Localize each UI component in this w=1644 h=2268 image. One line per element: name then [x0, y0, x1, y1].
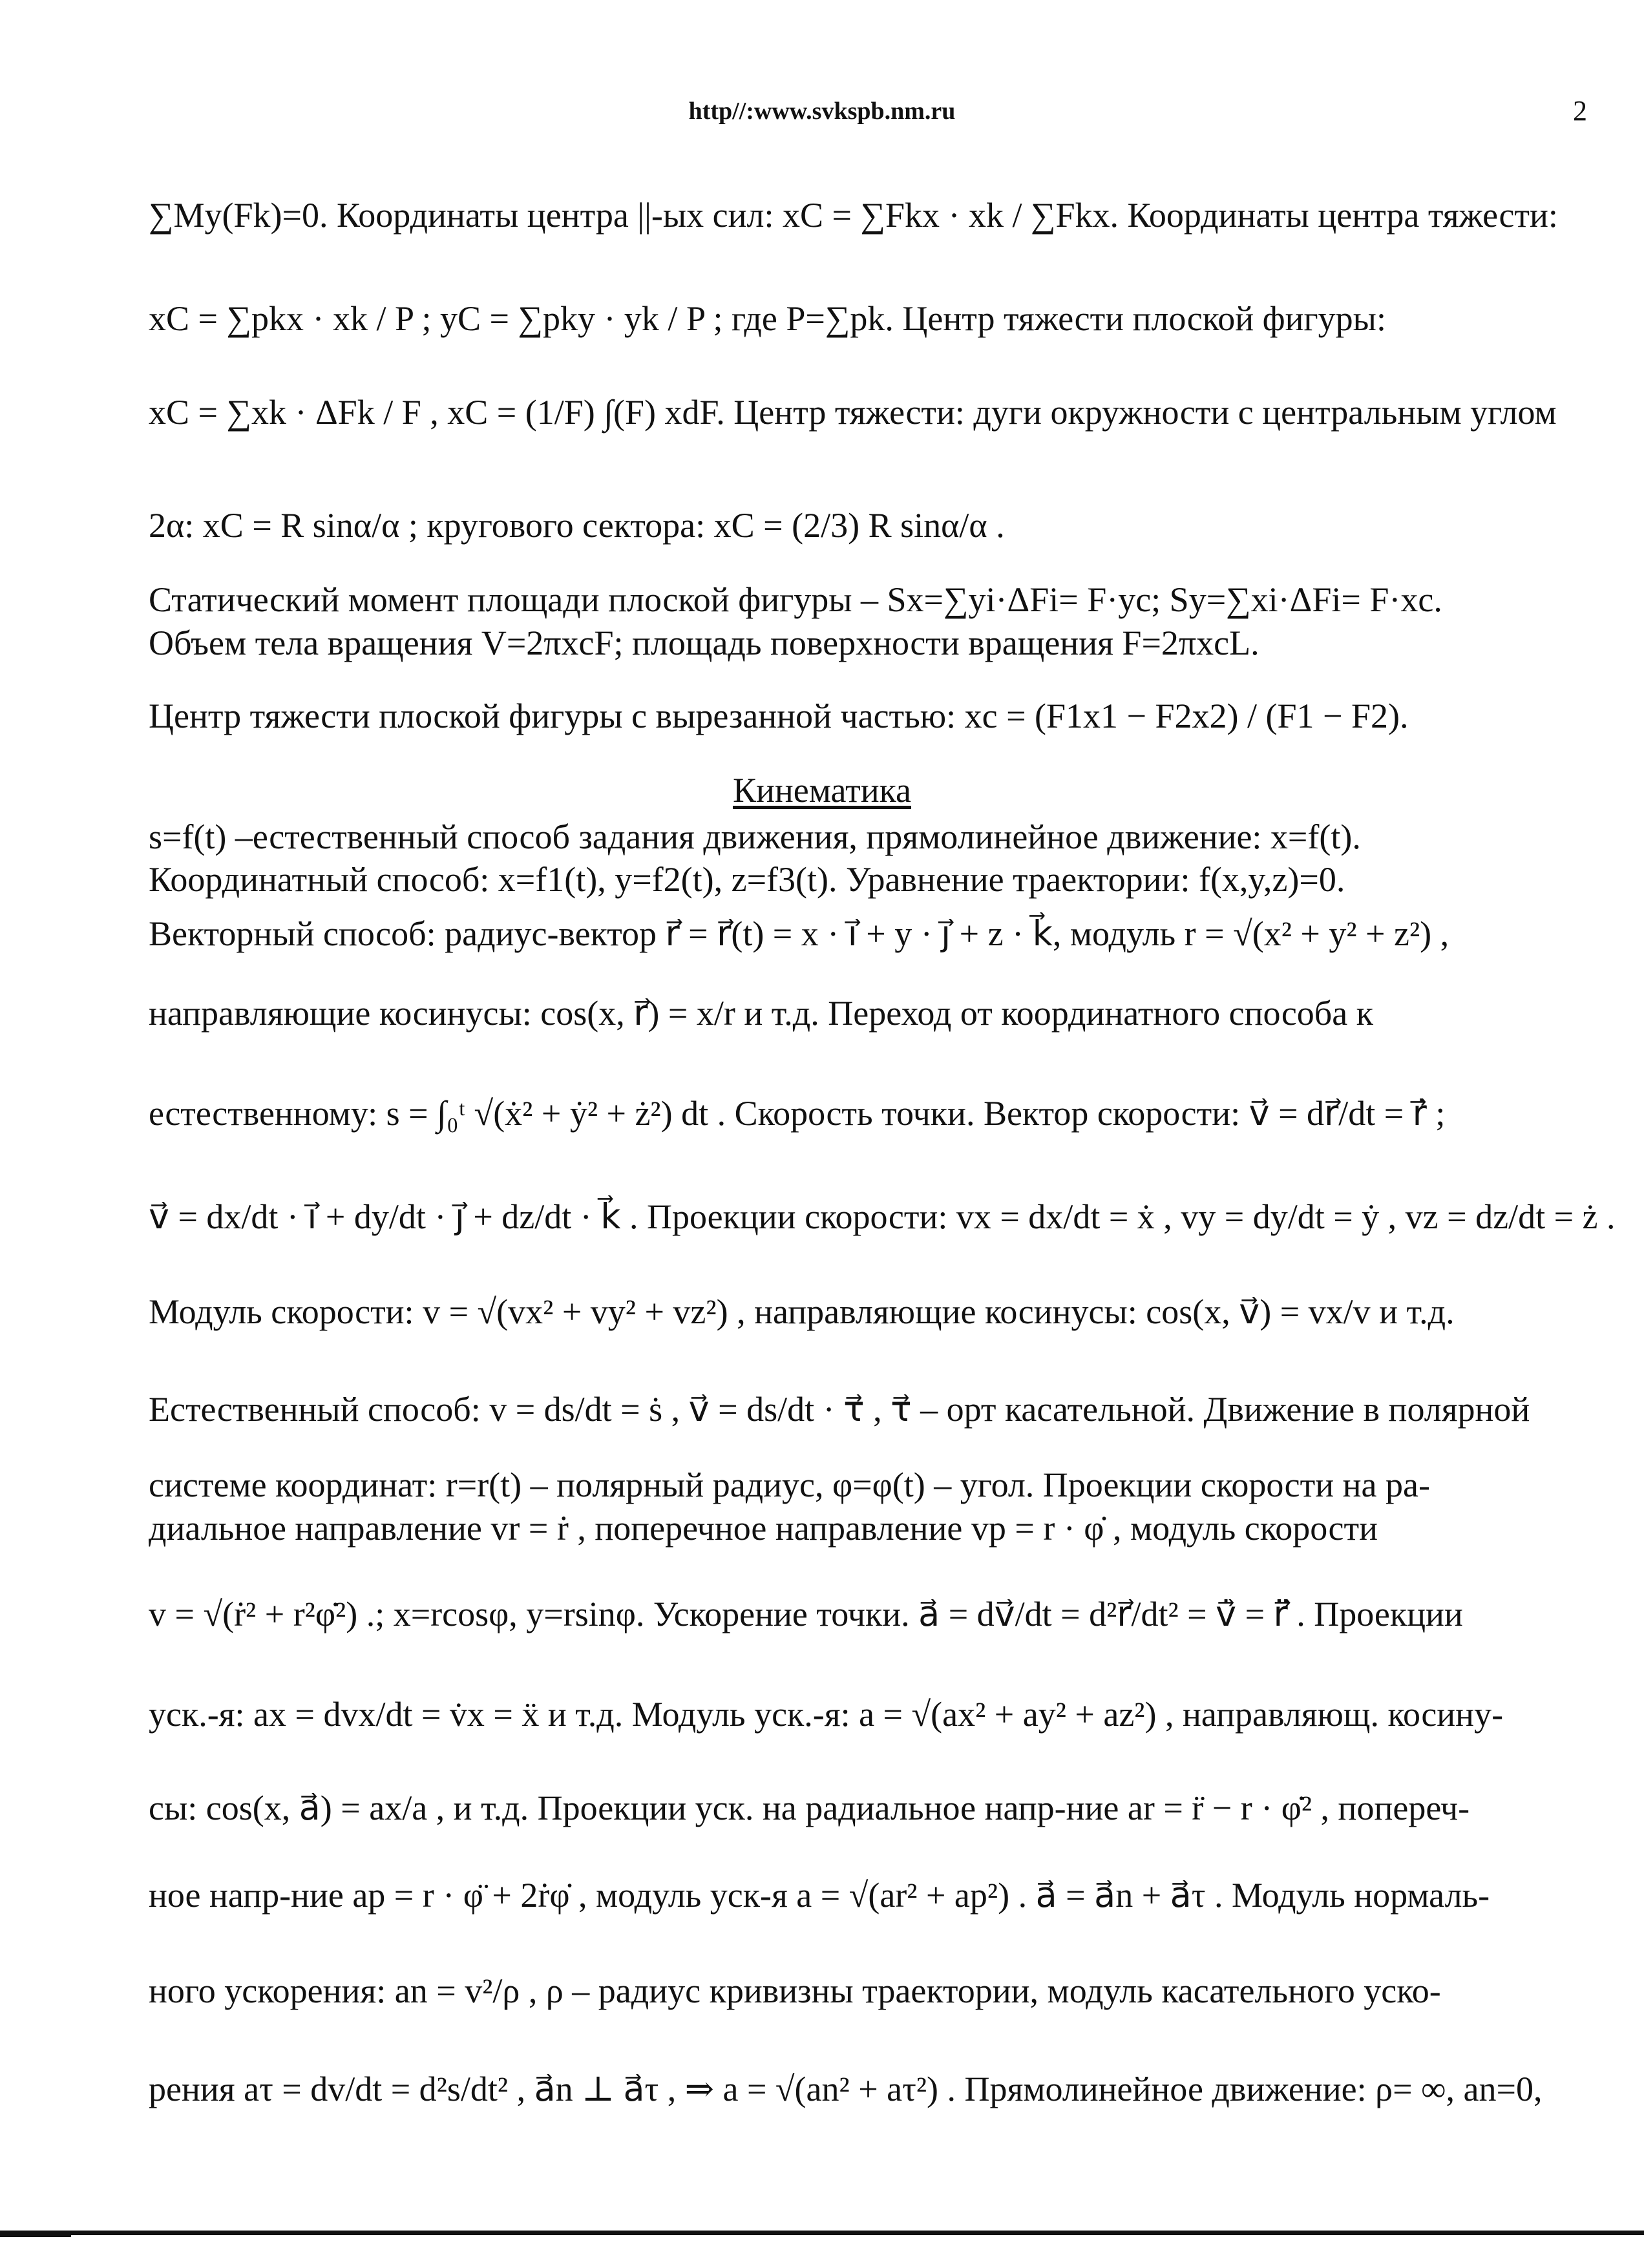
text-line: ного ускорения: an = v²/ρ , ρ – радиус кривизны траектории, модуль касательного уско- — [149, 1971, 1441, 2010]
text-line: Объем тела вращения V=2πxcF; площадь поверхности вращения F=2πxcL. — [149, 624, 1259, 662]
text-line: v = √(ṙ² + r²φ̇²) .; x=rcosφ, y=rsinφ. Ускорение точки. a⃗ = dv⃗/dt = d²r⃗/dt² = v̇⃗ = r̈⃗ . Проекции — [149, 1595, 1463, 1633]
text-line: s=f(t) –естественный способ задания движения, прямолинейное движение: x=f(t). — [149, 817, 1361, 856]
section-heading: Кинематика — [732, 771, 912, 810]
text-line: xC = ∑pkx · xk / P ; yC = ∑pky · yk / P ; где P=∑pk. Центр тяжести плоской фигуры: — [149, 299, 1386, 338]
text-line: направляющие косинусы: cos(x, r⃗) = x/r и т.д. Переход от координатного способа к — [149, 994, 1373, 1033]
text-line: Статический момент площади плоской фигуры – Sx=∑yi·ΔFi= F·yc; Sy=∑xi·ΔFi= F·xc. — [149, 580, 1442, 619]
text-line: Координатный способ: x=f1(t), y=f2(t), z=f3(t). Уравнение траектории: f(x,y,z)=0. — [149, 860, 1345, 899]
page-bottom-mark — [0, 2231, 71, 2237]
text-line: ное напр-ние ap = r · φ̈ + 2ṙφ̇ , модуль уск-я a = √(ar² + ap²) . a⃗ = a⃗n + a⃗τ . Модуль нормаль- — [149, 1876, 1490, 1915]
text-line: системе координат: r=r(t) – полярный радиус, φ=φ(t) – угол. Проекции скорости на ра- — [149, 1465, 1430, 1504]
text-line: сы: cos(x, a⃗) = ax/a , и т.д. Проекции уск. на радиальное напр-ние ar = r̈ − r · φ̇² , попереч- — [149, 1789, 1470, 1827]
text-line: v⃗ = dx/dt · i⃗ + dy/dt · j⃗ + dz/dt · k⃗ . Проекции скорости: vx = dx/dt = ẋ , vy = dy/dt = ẏ , vz = dz/dt = ż . — [149, 1197, 1616, 1236]
text-line: ∑My(Fk)=0. Координаты центра ||-ых сил: xC = ∑Fkx · xk / ∑Fkx. Координаты центра тяжести: — [149, 196, 1558, 235]
text-line: Модуль скорости: v = √(vx² + vy² + vz²) , направляющие косинусы: cos(x, v⃗) = vx/v и т.д. — [149, 1292, 1455, 1331]
text-line: 2α: xC = R sinα/α ; кругового сектора: xC = (2/3) R sinα/α . — [149, 506, 1005, 545]
text-line: Центр тяжести плоской фигуры с вырезанной частью: xc = (F1x1 − F2x2) / (F1 − F2). — [149, 697, 1409, 735]
text-line: естественному: s = ∫₀ᵗ √(ẋ² + ẏ² + ż²) dt . Скорость точки. Вектор скорости: v⃗ = dr⃗/dt = ṙ⃗ ; — [149, 1094, 1446, 1133]
text-line: уск.-я: ax = dvx/dt = v̇x = ẍ и т.д. Модуль уск.-я: a = √(ax² + ay² + az²) , направляющ. косину- — [149, 1695, 1504, 1734]
header-url: http//:www.svkspb.nm.ru — [688, 98, 956, 125]
text-line: Естественный способ: v = ds/dt = ṡ , v⃗ = ds/dt · τ⃗ , τ⃗ – орт касательной. Движение в полярной — [149, 1390, 1530, 1429]
text-line: диальное направление vr = ṙ , поперечное направление vp = r · φ̇ , модуль скорости — [149, 1509, 1378, 1548]
page-bottom-rule — [0, 2231, 1644, 2235]
text-line: рения aτ = dv/dt = d²s/dt² , a⃗n ⊥ a⃗τ , ⇒ a = √(an² + aτ²) . Прямолинейное движение: ρ= ∞, an=0, — [149, 2070, 1543, 2108]
text-line: Векторный способ: радиус-вектор r⃗ = r⃗(t) = x · i⃗ + y · j⃗ + z · k⃗, модуль r = √(x² + y² + z²) , — [149, 914, 1449, 953]
page-number: 2 — [1573, 95, 1587, 127]
text-line: xC = ∑xk · ΔFk / F , xC = (1/F) ∫(F) xdF. Центр тяжести: дуги окружности с центральным углом — [149, 393, 1557, 432]
